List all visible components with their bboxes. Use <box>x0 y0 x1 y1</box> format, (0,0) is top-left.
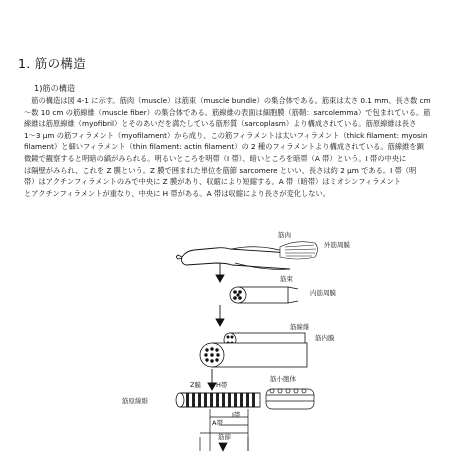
paragraph-line: 微鏡で観察すると明暗の縞がみられる。明るいところを明帯（I 帯）、暗いところを暗帯（A 帯）という。I 帯の中央に <box>24 153 407 163</box>
paragraph-line: 帯）はアクチンフィラメントのみで中央に Z 膜があり、収縮により短縮する。A 帯（暗帯）はミオシンフィラメント <box>24 177 401 187</box>
label-a-band: A帯 <box>212 419 223 427</box>
label-endomysium: 筋内膜 <box>315 334 335 342</box>
subsection-heading: 1)筋の構造 <box>34 83 76 93</box>
paragraph-line: 1〜3 μm の筋フィラメント（myofilament）から成り、この筋フィラメントは太いフィラメント（thick filament: myosin <box>24 130 428 140</box>
band-brackets <box>200 409 248 451</box>
arrow-icon <box>216 263 224 282</box>
myofibril-illustration <box>176 393 260 407</box>
paragraph-line: 線維は筋原線維（myofibril）とそのあいだを満たしている筋形質（sarcoplasm）より構成されている。筋原線維は長さ <box>24 119 417 129</box>
label-fiber: 筋線維 <box>290 323 310 331</box>
muscle-belly <box>280 242 318 259</box>
paragraph-line: は隔壁がみられ、これを Z 膜という。Z 膜で囲まれた単位を筋節 sarcomere といい、長さは約 2 μm である。I 帯（明 <box>24 165 417 175</box>
label-perimysium: 内筋周膜 <box>310 289 336 297</box>
body-paragraph <box>24 95 444 199</box>
sarcoplasmic-reticulum <box>266 389 314 409</box>
label-epimysium: 外筋周膜 <box>324 241 350 249</box>
paragraph-line: filament）と細いフィラメント（thin filament: actin filament）の 2 種のフィラメントより構成されている。筋線維を顕 <box>24 142 424 152</box>
label-sarcosome: 筋小胞体 <box>270 375 296 383</box>
fiber-cross-section <box>200 343 307 367</box>
label-bundle: 筋束 <box>280 275 293 283</box>
arrow-icon <box>216 305 224 326</box>
label-muscle: 筋肉 <box>278 231 291 239</box>
paragraph-line: 〜数 10 cm の筋線維（muscle fiber）の集合体である。筋線維の表面は細胞膜（筋鞘：sarcolemma）で包まれている。筋 <box>24 107 431 117</box>
label-myofibril: 筋原線維 <box>122 397 148 405</box>
label-h-band: H帯 <box>216 381 228 389</box>
label-sarcomere: 筋節 <box>218 433 231 441</box>
muscle-structure-figure <box>120 225 450 460</box>
muscle-bundle-illustration <box>230 287 298 303</box>
section-heading: 1. 筋の構造 <box>18 56 86 71</box>
label-i-band: I帯 <box>232 411 241 419</box>
paragraph-line: 筋の構造は図 4-1 に示す。筋肉（muscle）は筋束（muscle bundle）の集合体である。筋束は太さ 0.1 mm、長さ数 cm <box>24 96 431 105</box>
paragraph-line: とアクチンフィラメントが重なり、中央に H 帯がある。A 帯は収縮により長さが変化しない。 <box>24 188 330 198</box>
label-z-membrane: Z膜 <box>190 381 201 389</box>
arm-illustration <box>177 247 291 270</box>
arrow-icon <box>208 369 216 390</box>
